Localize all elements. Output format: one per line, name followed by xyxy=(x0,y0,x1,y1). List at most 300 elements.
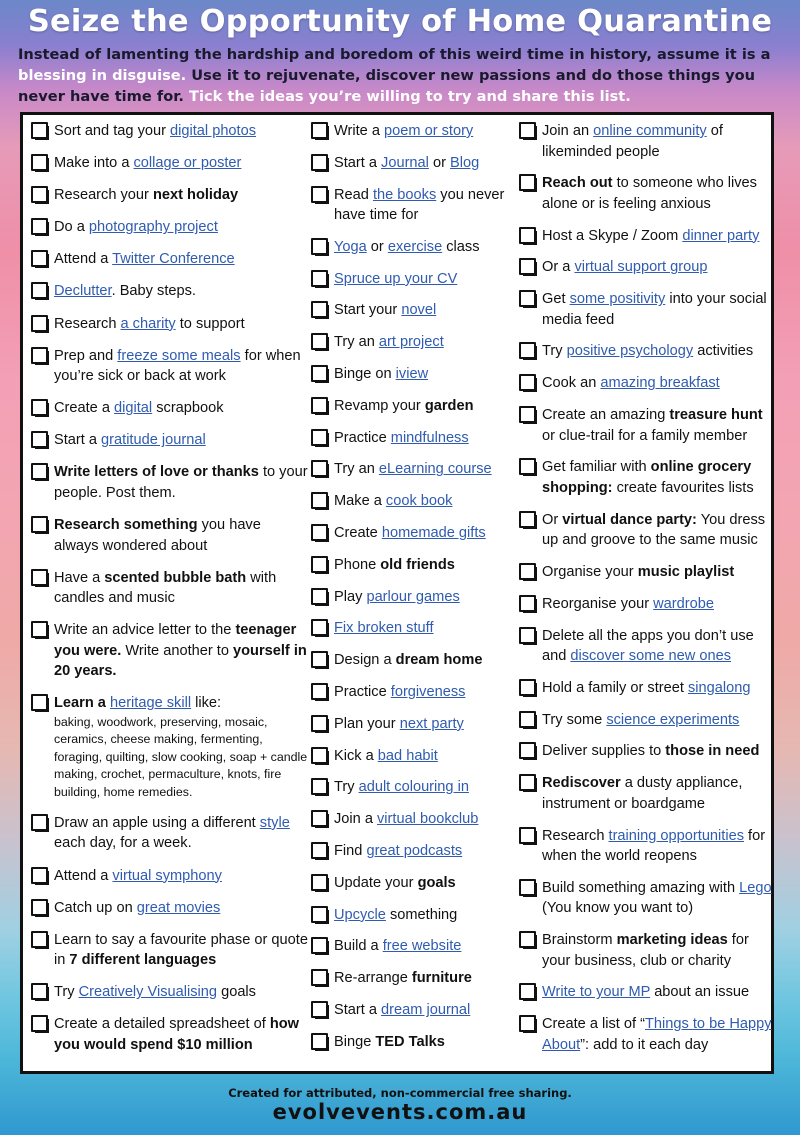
checkbox-icon[interactable] xyxy=(311,874,328,891)
item-text: (You know you want to) xyxy=(542,900,694,917)
checkbox-icon[interactable] xyxy=(311,397,328,414)
checklist-item xyxy=(311,682,515,703)
checklist-item xyxy=(311,714,515,735)
checklist-item xyxy=(519,982,773,1003)
item-text: Have a xyxy=(54,569,105,586)
checkbox-icon[interactable] xyxy=(311,810,328,827)
item-text: Update your xyxy=(334,874,418,891)
item-link[interactable]: homemade gifts xyxy=(381,525,486,542)
checklist-item xyxy=(311,153,515,174)
checkbox-icon[interactable] xyxy=(311,747,328,764)
item-text: or xyxy=(366,238,388,255)
item-link[interactable]: next party xyxy=(399,715,464,732)
checklist-item xyxy=(31,866,309,887)
checklist-item xyxy=(519,226,773,247)
item-bold-text: Research something xyxy=(54,517,198,534)
checklist-item xyxy=(31,249,309,270)
intro-part-1: Instead of lamenting the hardship and boredom of this weird time in history, assume it is a xyxy=(18,46,771,63)
checkbox-icon[interactable] xyxy=(311,460,328,477)
checklist-item xyxy=(519,594,773,615)
item-text: Deliver supplies to xyxy=(542,743,666,760)
checkbox-icon[interactable] xyxy=(311,524,328,541)
checklist-column-1 xyxy=(31,121,309,1067)
checklist-item xyxy=(311,809,515,830)
item-text: goals xyxy=(217,984,256,1001)
item-link[interactable]: Spruce up your CV xyxy=(334,270,458,287)
item-text: Create an amazing xyxy=(542,407,670,424)
checklist-item xyxy=(311,936,515,957)
intro-part-2: Use it to rejuvenate, discover new passions and do those things you never have time for. xyxy=(18,67,756,105)
ideas-checklist-panel xyxy=(20,112,774,1074)
item-text: like: xyxy=(191,695,222,712)
checkbox-icon[interactable] xyxy=(311,906,328,923)
item-text: Learn to say a favourite phase or quote in xyxy=(54,931,308,969)
intro-highlight-1: blessing in disguise. xyxy=(18,67,187,84)
item-bold-text: yourself in 20 years. xyxy=(54,642,307,680)
checkbox-icon[interactable] xyxy=(31,463,48,480)
item-bold-text: online grocery shopping: xyxy=(542,459,752,496)
checklist-item xyxy=(519,1014,773,1055)
checkbox-icon[interactable] xyxy=(311,937,328,954)
item-text: or clue-trail for a family member xyxy=(542,427,748,444)
checklist-item xyxy=(311,364,515,385)
item-link[interactable]: freeze some meals xyxy=(117,347,241,364)
item-text: Research xyxy=(54,315,121,332)
checkbox-icon[interactable] xyxy=(311,619,328,636)
checkbox-icon[interactable] xyxy=(31,621,48,638)
item-link[interactable]: Creatively Visualising xyxy=(78,984,218,1001)
item-text: you never have time for xyxy=(334,186,505,224)
checkbox-icon[interactable] xyxy=(311,333,328,350)
item-bold-text: goals xyxy=(417,874,456,891)
checklist-item xyxy=(519,510,773,551)
checkbox-icon[interactable] xyxy=(311,492,328,509)
checkbox-icon[interactable] xyxy=(311,186,328,203)
item-link[interactable]: great podcasts xyxy=(366,843,463,860)
checkbox-icon[interactable] xyxy=(519,406,536,423)
checkbox-icon[interactable] xyxy=(519,931,536,948)
checkbox-icon[interactable] xyxy=(311,301,328,318)
checkbox-icon[interactable] xyxy=(31,250,48,267)
checklist-item xyxy=(519,741,773,762)
checklist-item xyxy=(31,982,309,1003)
item-text: activities xyxy=(693,343,754,360)
checklist-item xyxy=(519,289,773,330)
item-text: for when you’re sick or back at work xyxy=(54,347,301,385)
checklist-item xyxy=(31,813,309,854)
checkbox-icon[interactable] xyxy=(519,711,536,728)
checklist-item xyxy=(311,428,515,449)
item-text: Write another to xyxy=(121,642,233,659)
item-text: Organise your xyxy=(542,563,638,580)
item-text: Host a Skype / Zoom xyxy=(542,227,683,244)
item-text: Practice xyxy=(334,429,391,446)
item-text: create favourites lists xyxy=(612,479,754,496)
checklist-item xyxy=(519,257,773,278)
item-text: Research your xyxy=(54,187,153,204)
item-link[interactable]: virtual symphony xyxy=(112,867,222,884)
checkbox-icon[interactable] xyxy=(519,563,536,580)
checklist-item xyxy=(31,515,309,556)
checkbox-icon[interactable] xyxy=(519,627,536,644)
checklist-item xyxy=(31,693,309,801)
item-link[interactable]: collage or poster xyxy=(133,155,242,172)
checklist-item xyxy=(311,555,515,576)
item-link[interactable]: Things to be Happy About xyxy=(542,1016,772,1053)
item-text: Make into a xyxy=(54,155,134,172)
item-link[interactable]: positive psychology xyxy=(566,343,694,360)
item-link[interactable]: some positivity xyxy=(569,291,666,308)
checkbox-icon[interactable] xyxy=(311,1033,328,1050)
item-text: Or a xyxy=(542,259,575,276)
item-text: Delete all the apps you don’t use and xyxy=(542,627,754,665)
item-text: Create a detailed spreadsheet of xyxy=(54,1016,270,1033)
item-text: Get familiar with xyxy=(542,459,651,476)
checkbox-icon[interactable] xyxy=(519,742,536,759)
item-bold-text: Learn a xyxy=(54,695,110,712)
checklist-item xyxy=(519,678,773,699)
checkbox-icon[interactable] xyxy=(31,399,48,416)
checklist-item xyxy=(311,1000,515,1021)
item-link[interactable]: singalong xyxy=(688,679,751,696)
checklist-item xyxy=(31,217,309,238)
item-link[interactable]: Declutter xyxy=(54,283,112,300)
item-text: Create a xyxy=(54,400,115,417)
item-text: Try xyxy=(334,779,359,796)
item-text: Catch up on xyxy=(54,899,137,916)
item-text: Or xyxy=(542,511,563,528)
checklist-item xyxy=(311,491,515,512)
item-link[interactable]: mindfulness xyxy=(390,429,469,446)
item-bold-text: next holiday xyxy=(152,187,239,204)
checkbox-icon[interactable] xyxy=(31,282,48,299)
checkbox-icon[interactable] xyxy=(519,227,536,244)
item-link[interactable]: Blog xyxy=(450,154,480,171)
checklist-item xyxy=(519,121,773,162)
item-bold-text: Write letters of love or thanks xyxy=(54,464,259,481)
item-text: for your business, club or charity xyxy=(542,932,749,969)
item-text: something xyxy=(385,906,458,923)
checklist-item xyxy=(311,905,515,926)
checklist-item xyxy=(311,396,515,417)
checklist-item xyxy=(311,618,515,639)
item-text: you have always wondered about xyxy=(54,517,261,554)
item-bold-text: old friends xyxy=(380,556,455,573)
item-link[interactable]: dinner party xyxy=(682,227,760,244)
item-link[interactable]: free website xyxy=(382,938,462,955)
item-text: Start a xyxy=(334,1002,382,1019)
item-link[interactable]: discover some new ones xyxy=(570,648,732,665)
checkbox-icon[interactable] xyxy=(31,516,48,533)
item-link[interactable]: Yoga xyxy=(334,238,367,255)
checkbox-icon[interactable] xyxy=(31,694,48,711)
checklist-item xyxy=(311,873,515,894)
item-bold-text: TED Talks xyxy=(375,1033,445,1050)
checkbox-icon[interactable] xyxy=(31,186,48,203)
item-text: Start your xyxy=(334,302,402,319)
item-text: or xyxy=(428,154,451,171)
checklist-item xyxy=(31,568,309,609)
checklist-item xyxy=(311,459,515,480)
item-link[interactable]: science experiments xyxy=(606,711,740,728)
checkbox-icon[interactable] xyxy=(311,842,328,859)
item-text: Plan your xyxy=(334,715,400,732)
item-link[interactable]: Journal xyxy=(381,154,429,171)
checkbox-icon[interactable] xyxy=(31,122,48,139)
checklist-item xyxy=(311,746,515,767)
item-text: Write a xyxy=(334,123,385,139)
item-text: Hold a family or street xyxy=(542,679,688,696)
item-bold-text: teenager you were. xyxy=(54,622,297,659)
item-link[interactable]: cook book xyxy=(385,493,453,510)
item-text: Start a xyxy=(334,154,382,171)
item-link[interactable]: iview xyxy=(395,366,429,383)
item-text: Binge on xyxy=(334,366,396,383)
checkbox-icon[interactable] xyxy=(31,431,48,448)
checklist-item xyxy=(519,626,773,667)
item-text: Do a xyxy=(54,219,89,236)
checkbox-icon[interactable] xyxy=(311,651,328,668)
item-link[interactable]: Upcycle xyxy=(334,906,386,923)
item-text: about an issue xyxy=(650,984,750,1001)
checkbox-icon[interactable] xyxy=(31,569,48,586)
item-link[interactable]: Write to your MP xyxy=(542,984,651,1001)
item-link[interactable]: wardrobe xyxy=(653,595,714,612)
website-url: evolvevents.com.au xyxy=(272,1100,528,1124)
checkbox-icon[interactable] xyxy=(311,238,328,255)
item-text: Create a list of “ xyxy=(542,1016,646,1033)
checklist-item xyxy=(311,650,515,671)
checkbox-icon[interactable] xyxy=(31,1015,48,1032)
item-text: Kick a xyxy=(334,747,378,764)
checkbox-icon[interactable] xyxy=(311,556,328,573)
item-bold-text: those in need xyxy=(665,743,760,760)
checklist-item xyxy=(519,341,773,362)
item-bold-text: dream home xyxy=(395,652,483,669)
checklist-item xyxy=(31,898,309,919)
item-link[interactable]: great movies xyxy=(136,899,221,916)
checkbox-icon[interactable] xyxy=(519,174,536,191)
checkbox-icon[interactable] xyxy=(31,315,48,332)
item-link[interactable]: Lego xyxy=(739,879,772,896)
checklist-item xyxy=(31,430,309,451)
item-bold-text: scented bubble bath xyxy=(104,569,247,586)
item-text: Get xyxy=(542,291,570,308)
checklist-column-3 xyxy=(519,121,773,1067)
checkbox-icon[interactable] xyxy=(519,374,536,391)
sharing-note: Created for attributed, non-commercial free sharing. xyxy=(228,1086,572,1100)
item-text: Binge xyxy=(334,1033,376,1050)
checkbox-icon[interactable] xyxy=(31,983,48,1000)
item-link[interactable]: novel xyxy=(401,302,437,319)
item-link[interactable]: poem or story xyxy=(384,123,474,139)
item-link[interactable]: the books xyxy=(372,186,437,203)
checklist-column-2 xyxy=(311,121,515,1064)
item-link[interactable]: exercise xyxy=(387,238,443,255)
checklist-item xyxy=(519,457,773,498)
checkbox-icon[interactable] xyxy=(31,347,48,364)
item-link[interactable]: art project xyxy=(378,334,444,351)
item-text: to support xyxy=(175,315,245,332)
checklist-item xyxy=(31,281,309,302)
checklist-item xyxy=(311,185,515,226)
item-text: Phone xyxy=(334,556,381,573)
checkbox-icon[interactable] xyxy=(519,827,536,844)
item-text: Reorganise your xyxy=(542,595,654,612)
checkbox-icon[interactable] xyxy=(31,218,48,235)
item-link[interactable]: virtual bookclub xyxy=(377,811,479,828)
checkbox-icon[interactable] xyxy=(519,595,536,612)
item-text: scrapbook xyxy=(152,400,224,417)
item-link[interactable]: digital photos xyxy=(170,123,257,139)
checkbox-icon[interactable] xyxy=(31,867,48,884)
item-text: Try an xyxy=(334,334,379,351)
item-text: Find xyxy=(334,843,367,860)
checklist-item xyxy=(31,153,309,174)
checklist-item xyxy=(311,587,515,608)
item-text: ”: add to it each day xyxy=(580,1036,709,1053)
item-detail-text: baking, woodwork, preserving, mosaic, ceramics, cheese making, fermenting, foraging, quilting, slow cooking, soap + candle making, crochet, permaculture, knots, fire building, home remedies. xyxy=(54,714,308,799)
checkbox-icon[interactable] xyxy=(519,679,536,696)
checkbox-icon[interactable] xyxy=(311,1001,328,1018)
item-text: with candles and music xyxy=(54,569,277,607)
checklist-item xyxy=(519,562,773,583)
item-bold-text: Rediscover xyxy=(542,775,621,792)
item-link[interactable]: forgiveness xyxy=(390,684,466,701)
checklist-item xyxy=(519,173,773,214)
item-text: Draw an apple using a different xyxy=(54,814,260,831)
checkbox-icon[interactable] xyxy=(311,969,328,986)
item-text: Play xyxy=(334,588,367,605)
checklist-item xyxy=(31,1014,309,1055)
checkbox-icon[interactable] xyxy=(311,588,328,605)
checklist-item xyxy=(311,777,515,798)
checkbox-icon[interactable] xyxy=(519,879,536,896)
item-text: Research xyxy=(542,827,609,844)
item-bold-text: virtual dance party: xyxy=(562,511,697,528)
item-link[interactable]: gratitude journal xyxy=(101,432,206,449)
item-link[interactable]: style xyxy=(259,814,290,831)
item-bold-text: 7 different languages xyxy=(69,952,217,969)
checklist-item xyxy=(519,826,773,867)
checkbox-icon[interactable] xyxy=(311,365,328,382)
item-text: Attend a xyxy=(54,251,113,268)
item-text: Join a xyxy=(334,811,377,828)
item-link[interactable]: dream journal xyxy=(381,1002,471,1019)
checklist-item xyxy=(311,332,515,353)
checklist-item xyxy=(311,1032,515,1053)
item-bold-text: how you would spend $10 million xyxy=(54,1016,299,1053)
checklist-item xyxy=(311,523,515,544)
item-bold-text: furniture xyxy=(411,970,472,987)
checklist-item xyxy=(519,710,773,731)
checkbox-icon[interactable] xyxy=(519,342,536,359)
item-link[interactable]: virtual support group xyxy=(574,259,708,276)
item-text: Try an xyxy=(334,461,379,478)
item-link[interactable]: parlour games xyxy=(366,588,460,605)
checkbox-icon[interactable] xyxy=(311,154,328,171)
checklist-item xyxy=(311,968,515,989)
item-text: Prep and xyxy=(54,347,118,364)
item-text: Build something amazing with xyxy=(542,879,740,896)
checkbox-icon[interactable] xyxy=(31,899,48,916)
item-link[interactable]: adult colouring in xyxy=(358,779,469,796)
checklist-item xyxy=(519,405,773,446)
checkbox-icon[interactable] xyxy=(311,429,328,446)
item-link[interactable]: training opportunities xyxy=(608,827,744,844)
item-bold-text: treasure hunt xyxy=(669,407,763,424)
item-text: into your social media feed xyxy=(542,291,767,328)
checklist-item xyxy=(31,185,309,206)
item-text: Try xyxy=(54,984,79,1001)
item-link[interactable]: digital xyxy=(114,400,153,417)
item-text: Build a xyxy=(334,938,383,955)
intro-text xyxy=(18,44,784,107)
checkbox-icon[interactable] xyxy=(519,458,536,475)
checklist-item xyxy=(31,121,309,142)
checkbox-icon[interactable] xyxy=(311,683,328,700)
item-link[interactable]: amazing breakfast xyxy=(600,375,720,392)
checkbox-icon[interactable] xyxy=(519,983,536,1000)
checklist-item xyxy=(311,121,515,142)
checklist-item xyxy=(31,930,309,971)
checkbox-icon[interactable] xyxy=(31,931,48,948)
intro-highlight-2: Tick the ideas you’re willing to try and share this list. xyxy=(188,88,631,105)
item-text: Practice xyxy=(334,684,391,701)
item-link[interactable]: heritage skill xyxy=(109,695,192,712)
checkbox-icon[interactable] xyxy=(519,258,536,275)
item-link[interactable]: a charity xyxy=(120,315,176,332)
checkbox-icon[interactable] xyxy=(519,122,536,139)
item-text: Try some xyxy=(542,711,607,728)
item-text: Design a xyxy=(334,652,396,669)
item-text: Sort and tag your xyxy=(54,123,171,139)
item-text: Try xyxy=(542,343,567,360)
item-text: You dress up and groove to the same music xyxy=(542,511,766,549)
checklist-item xyxy=(311,269,515,290)
item-bold-text: garden xyxy=(424,397,474,414)
checklist-item xyxy=(519,930,773,971)
item-link[interactable]: bad habit xyxy=(377,747,438,764)
checkbox-icon[interactable] xyxy=(519,290,536,307)
checkbox-icon[interactable] xyxy=(31,814,48,831)
checklist-item xyxy=(519,773,773,814)
checkbox-icon[interactable] xyxy=(519,511,536,528)
item-bold-text: music playlist xyxy=(637,563,735,580)
checklist-item xyxy=(31,462,309,503)
item-link[interactable]: online community xyxy=(593,123,707,139)
item-text: Re-arrange xyxy=(334,970,412,987)
item-bold-text: Reach out xyxy=(542,175,613,192)
checkbox-icon[interactable] xyxy=(519,774,536,791)
checklist-item xyxy=(31,314,309,335)
item-link[interactable]: eLearning course xyxy=(378,461,492,478)
item-text: Join an xyxy=(542,123,594,139)
item-text: to your people. Post them. xyxy=(54,464,308,501)
checkbox-icon[interactable] xyxy=(519,1015,536,1032)
item-text: Brainstorm xyxy=(542,932,617,949)
item-link[interactable]: Twitter Conference xyxy=(112,251,235,268)
item-text: class xyxy=(442,238,480,255)
checkbox-icon[interactable] xyxy=(31,154,48,171)
checkbox-icon[interactable] xyxy=(311,122,328,139)
item-link[interactable]: Fix broken stuff xyxy=(334,620,434,637)
checkbox-icon[interactable] xyxy=(311,270,328,287)
checkbox-icon[interactable] xyxy=(311,715,328,732)
checkbox-icon[interactable] xyxy=(311,778,328,795)
item-link[interactable]: photography project xyxy=(88,219,218,236)
checklist-item xyxy=(311,300,515,321)
